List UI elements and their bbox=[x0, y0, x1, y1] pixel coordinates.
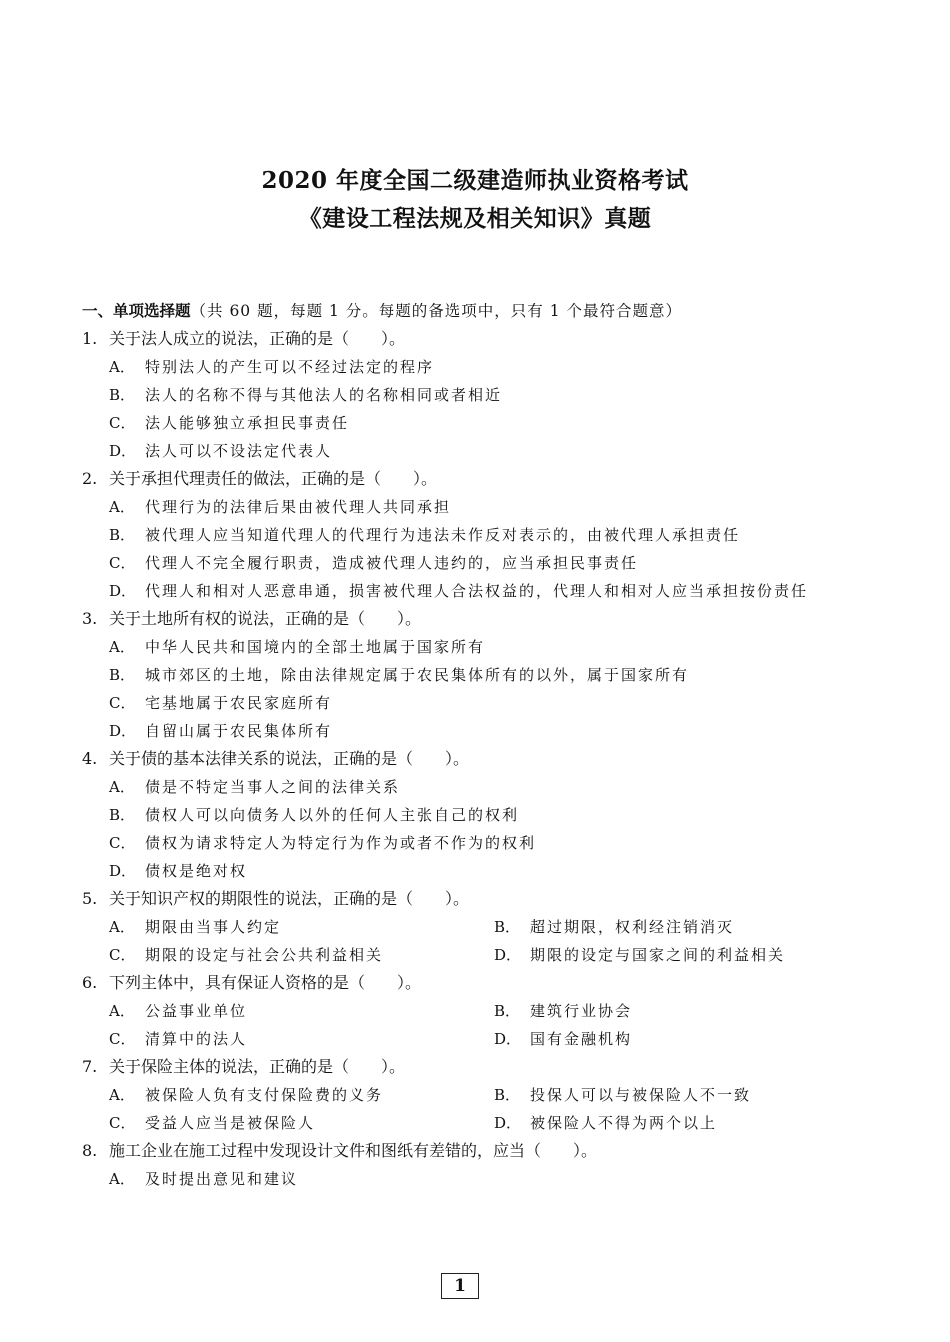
answer-option bbox=[109, 941, 494, 969]
option-letter: A． bbox=[109, 638, 135, 656]
option-list bbox=[109, 773, 872, 885]
section-note: （共 60 题，每题 1 分。每题的备选项中，只有 1 个最符合题意） bbox=[190, 302, 683, 320]
answer-option bbox=[109, 381, 872, 409]
question-list bbox=[82, 325, 872, 1193]
option-text: 被保险人负有支付保险费的义务 bbox=[145, 1086, 384, 1104]
option-letter: B． bbox=[109, 666, 136, 684]
answer-option bbox=[109, 577, 872, 605]
option-text: 债权人可以向债务人以外的任何人主张自己的权利 bbox=[145, 806, 520, 824]
answer-option bbox=[109, 689, 872, 717]
answer-option bbox=[494, 941, 879, 969]
option-letter: C． bbox=[109, 414, 136, 432]
option-letter: B． bbox=[494, 1002, 521, 1020]
question-number: 1. bbox=[82, 329, 98, 348]
option-text: 特别法人的产生可以不经过法定的程序 bbox=[145, 358, 435, 376]
question-stem bbox=[82, 969, 872, 997]
option-letter: C． bbox=[109, 1030, 136, 1048]
question-item bbox=[82, 885, 872, 969]
answer-option bbox=[109, 661, 872, 689]
option-text: 期限由当事人约定 bbox=[145, 918, 282, 936]
option-text: 公益事业单位 bbox=[145, 1002, 248, 1020]
option-letter: B． bbox=[109, 386, 136, 404]
answer-option bbox=[494, 1109, 879, 1137]
question-number: 5. bbox=[82, 889, 98, 908]
option-row bbox=[109, 941, 872, 969]
option-text: 中华人民共和国境内的全部土地属于国家所有 bbox=[145, 638, 486, 656]
question-number: 8. bbox=[82, 1141, 98, 1160]
question-number: 3. bbox=[82, 609, 98, 628]
answer-option bbox=[109, 1081, 494, 1109]
question-item bbox=[82, 325, 872, 465]
document-title bbox=[0, 162, 950, 238]
answer-option bbox=[109, 1025, 494, 1053]
question-stem bbox=[82, 465, 872, 493]
section-heading: 一、单项选择题 bbox=[82, 301, 191, 320]
option-text: 被代理人应当知道代理人的代理行为违法未作反对表示的，由被代理人承担责任 bbox=[145, 526, 741, 544]
answer-option bbox=[109, 437, 872, 465]
answer-option bbox=[109, 549, 872, 577]
option-letter: A． bbox=[109, 1170, 135, 1188]
option-list bbox=[109, 493, 872, 605]
option-text: 法人可以不设法定代表人 bbox=[145, 442, 333, 460]
question-text: 下列主体中，具有保证人资格的是（ ）。 bbox=[109, 973, 422, 992]
option-text: 建筑行业协会 bbox=[530, 1002, 633, 1020]
option-row bbox=[109, 1081, 872, 1109]
option-letter: C． bbox=[109, 1114, 136, 1132]
answer-option bbox=[109, 997, 494, 1025]
option-text: 国有金融机构 bbox=[530, 1030, 633, 1048]
option-text: 代理人和相对人恶意串通，损害被代理人合法权益的，代理人和相对人应当承担按份责任 bbox=[145, 582, 809, 600]
option-list bbox=[109, 353, 872, 465]
answer-option bbox=[109, 913, 494, 941]
answer-option bbox=[109, 801, 872, 829]
question-text: 关于知识产权的期限性的说法，正确的是（ ）。 bbox=[109, 889, 470, 908]
question-number: 7. bbox=[82, 1057, 98, 1076]
title-line-2: 《建设工程法规及相关知识》真题 bbox=[298, 205, 652, 232]
option-letter: B． bbox=[109, 526, 136, 544]
option-text: 债权为请求特定人为特定行为作为或者不作为的权利 bbox=[145, 834, 537, 852]
option-letter: A． bbox=[109, 778, 135, 796]
question-stem bbox=[82, 605, 872, 633]
option-text: 法人的名称不得与其他法人的名称相同或者相近 bbox=[145, 386, 503, 404]
option-letter: C． bbox=[109, 946, 136, 964]
question-stem bbox=[82, 885, 872, 913]
question-stem bbox=[82, 745, 872, 773]
option-letter: C． bbox=[109, 834, 136, 852]
option-text: 及时提出意见和建议 bbox=[145, 1170, 299, 1188]
option-letter: D． bbox=[494, 1030, 522, 1048]
answer-option bbox=[109, 353, 872, 381]
answer-option bbox=[494, 1025, 879, 1053]
option-text: 债是不特定当事人之间的法律关系 bbox=[145, 778, 401, 796]
option-list bbox=[109, 633, 872, 745]
question-item bbox=[82, 605, 872, 745]
answer-option bbox=[109, 493, 872, 521]
answer-option bbox=[109, 521, 872, 549]
option-letter: D． bbox=[109, 862, 137, 880]
option-text: 城市郊区的土地，除由法律规定属于农民集体所有的以外，属于国家所有 bbox=[145, 666, 690, 684]
answer-option bbox=[109, 1109, 494, 1137]
question-item bbox=[82, 1053, 872, 1137]
question-item bbox=[82, 465, 872, 605]
option-text: 投保人可以与被保险人不一致 bbox=[530, 1086, 752, 1104]
option-row bbox=[109, 913, 872, 941]
title-line-1: 2020 年度全国二级建造师执业资格考试 bbox=[261, 167, 689, 194]
question-stem bbox=[82, 325, 872, 353]
answer-option bbox=[109, 773, 872, 801]
option-text: 代理人不完全履行职责，造成被代理人违约的，应当承担民事责任 bbox=[145, 554, 639, 572]
option-list bbox=[109, 1081, 872, 1137]
question-number: 2. bbox=[82, 469, 98, 488]
question-number: 6. bbox=[82, 973, 98, 992]
option-list bbox=[109, 913, 872, 969]
option-letter: B． bbox=[109, 806, 136, 824]
option-text: 受益人应当是被保险人 bbox=[145, 1114, 316, 1132]
answer-option bbox=[109, 409, 872, 437]
option-letter: D． bbox=[109, 442, 137, 460]
question-item bbox=[82, 1137, 872, 1193]
answer-option bbox=[109, 857, 872, 885]
question-item bbox=[82, 969, 872, 1053]
question-text: 关于承担代理责任的做法，正确的是（ ）。 bbox=[109, 469, 438, 488]
question-text: 关于债的基本法律关系的说法，正确的是（ ）。 bbox=[109, 749, 470, 768]
question-stem bbox=[82, 1053, 872, 1081]
option-text: 法人能够独立承担民事责任 bbox=[145, 414, 350, 432]
option-text: 债权是绝对权 bbox=[145, 862, 248, 880]
answer-option bbox=[494, 997, 879, 1025]
document-body bbox=[82, 297, 872, 1193]
answer-option bbox=[109, 717, 872, 745]
option-letter: D． bbox=[109, 582, 137, 600]
option-text: 被保险人不得为两个以上 bbox=[530, 1114, 718, 1132]
option-letter: C． bbox=[109, 694, 136, 712]
option-list bbox=[109, 997, 872, 1053]
question-item bbox=[82, 745, 872, 885]
question-text: 关于保险主体的说法，正确的是（ ）。 bbox=[109, 1057, 406, 1076]
option-letter: C． bbox=[109, 554, 136, 572]
option-text: 宅基地属于农民家庭所有 bbox=[145, 694, 333, 712]
option-letter: B． bbox=[494, 918, 521, 936]
option-letter: A． bbox=[109, 1002, 135, 1020]
option-row bbox=[109, 997, 872, 1025]
option-text: 代理行为的法律后果由被代理人共同承担 bbox=[145, 498, 452, 516]
page-number: 1 bbox=[441, 1273, 479, 1299]
option-letter: A． bbox=[109, 1086, 135, 1104]
option-letter: A． bbox=[109, 358, 135, 376]
question-text: 关于土地所有权的说法，正确的是（ ）。 bbox=[109, 609, 422, 628]
option-letter: A． bbox=[109, 918, 135, 936]
question-text: 关于法人成立的说法，正确的是（ ）。 bbox=[109, 329, 406, 348]
section-header bbox=[82, 297, 872, 325]
option-text: 超过期限，权利经注销消灭 bbox=[530, 918, 735, 936]
option-text: 期限的设定与社会公共利益相关 bbox=[145, 946, 384, 964]
option-letter: D． bbox=[494, 946, 522, 964]
option-row bbox=[109, 1109, 872, 1137]
option-text: 清算中的法人 bbox=[145, 1030, 248, 1048]
option-list bbox=[109, 1165, 872, 1193]
option-letter: D． bbox=[109, 722, 137, 740]
answer-option bbox=[109, 633, 872, 661]
option-text: 期限的设定与国家之间的利益相关 bbox=[530, 946, 786, 964]
option-row bbox=[109, 1025, 872, 1053]
answer-option bbox=[109, 829, 872, 857]
answer-option bbox=[494, 1081, 879, 1109]
answer-option bbox=[494, 913, 879, 941]
question-stem bbox=[82, 1137, 872, 1165]
option-text: 自留山属于农民集体所有 bbox=[145, 722, 333, 740]
option-letter: B． bbox=[494, 1086, 521, 1104]
option-letter: A． bbox=[109, 498, 135, 516]
question-number: 4. bbox=[82, 749, 98, 768]
question-text: 施工企业在施工过程中发现设计文件和图纸有差错的，应当（ ）。 bbox=[109, 1141, 598, 1160]
option-letter: D． bbox=[494, 1114, 522, 1132]
answer-option bbox=[109, 1165, 872, 1193]
